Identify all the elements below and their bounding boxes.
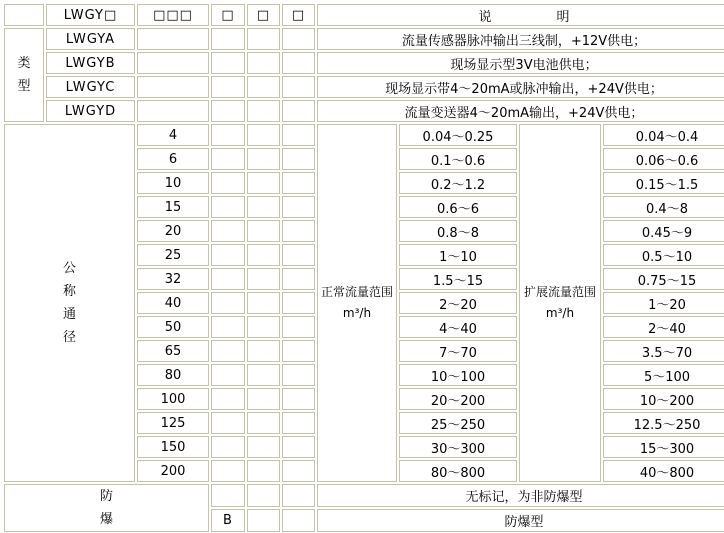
diameter-label-text: 公称通径 <box>62 261 76 345</box>
empty-cell <box>211 292 245 314</box>
empty-cell <box>211 52 245 74</box>
empty-cell <box>247 196 280 218</box>
empty-cell <box>282 244 315 266</box>
empty-cell <box>137 52 209 74</box>
empty-cell <box>211 364 245 386</box>
empty-cell <box>247 28 280 50</box>
empty-cell <box>282 412 315 434</box>
empty-cell <box>247 460 280 482</box>
normal-range-value: 20～200 <box>399 388 517 410</box>
empty-cell <box>282 509 315 532</box>
empty-cell <box>282 292 315 314</box>
explosion-code: B <box>211 509 245 532</box>
type-description: 流量变送器4～20mA输出，+24V供电； <box>317 100 724 122</box>
empty-cell <box>247 509 280 532</box>
model-selection-table <box>2 2 724 533</box>
header-model: LWGY□ <box>46 4 135 26</box>
empty-cell <box>247 148 280 170</box>
explosion-section-label <box>4 484 209 532</box>
empty-cell <box>282 148 315 170</box>
type-description: 现场显示带4～20mA或脉冲输出，+24V供电； <box>317 76 724 98</box>
normal-range-value: 0.2～1.2 <box>399 172 517 194</box>
type-model: LWGYB <box>46 52 135 74</box>
empty-cell <box>247 364 280 386</box>
extended-range-label: 扩展流量范围 <box>523 285 596 299</box>
dn-value: 15 <box>137 196 209 218</box>
header-box-3: □ <box>282 4 315 26</box>
empty-cell <box>282 196 315 218</box>
normal-range-value: 80～800 <box>399 460 517 482</box>
empty-cell <box>211 124 245 146</box>
extended-range-value: 0.45～9 <box>603 220 724 242</box>
dn-value: 100 <box>137 388 209 410</box>
normal-range-value: 25～250 <box>399 412 517 434</box>
empty-cell <box>282 484 315 507</box>
dn-value: 80 <box>137 364 209 386</box>
empty-cell <box>282 460 315 482</box>
header-box-2: □ <box>247 4 280 26</box>
empty-cell <box>211 436 245 458</box>
extended-range-value: 40～800 <box>603 460 724 482</box>
empty-cell <box>247 292 280 314</box>
empty-cell <box>282 172 315 194</box>
dn-value: 4 <box>137 124 209 146</box>
empty-cell <box>211 244 245 266</box>
extended-range-unit: m³/h <box>545 306 575 320</box>
dn-value: 20 <box>137 220 209 242</box>
empty-cell <box>282 76 315 98</box>
type-row <box>4 28 724 50</box>
explosion-description: 无标记，为非防爆型 <box>317 484 724 507</box>
dn-value: 10 <box>137 172 209 194</box>
extended-range-value: 0.4～8 <box>603 196 724 218</box>
extended-range-value: 2～40 <box>603 316 724 338</box>
normal-range-value: 30～300 <box>399 436 517 458</box>
empty-cell <box>247 76 280 98</box>
normal-range-value: 1.5～15 <box>399 268 517 290</box>
empty-cell <box>282 268 315 290</box>
type-model: LWGYA <box>46 28 135 50</box>
corner-cell <box>4 4 44 26</box>
extended-range-value: 5～100 <box>603 364 724 386</box>
extended-range-value: 1～20 <box>603 292 724 314</box>
extended-range-value: 0.04～0.4 <box>603 124 724 146</box>
type-row <box>4 52 724 74</box>
empty-cell <box>137 76 209 98</box>
dn-value: 125 <box>137 412 209 434</box>
empty-cell <box>247 412 280 434</box>
empty-cell <box>282 28 315 50</box>
normal-range-value: 2～20 <box>399 292 517 314</box>
empty-cell <box>282 388 315 410</box>
normal-range-label: 正常流量范围 <box>320 285 393 299</box>
empty-cell <box>211 340 245 362</box>
extended-range-value: 12.5～250 <box>603 412 724 434</box>
explosion-label-text: 防爆 <box>99 489 113 527</box>
empty-cell <box>211 172 245 194</box>
empty-cell <box>247 340 280 362</box>
empty-cell <box>247 388 280 410</box>
diameter-section-label <box>4 124 135 482</box>
empty-cell <box>247 220 280 242</box>
empty-cell <box>282 124 315 146</box>
empty-cell <box>211 268 245 290</box>
extended-range-value: 3.5～70 <box>603 340 724 362</box>
type-description: 流量传感器脉冲输出三线制，+12V供电； <box>317 28 724 50</box>
empty-cell <box>211 28 245 50</box>
empty-cell <box>247 244 280 266</box>
normal-range-value: 1～10 <box>399 244 517 266</box>
type-model: LWGYC <box>46 76 135 98</box>
dn-value: 25 <box>137 244 209 266</box>
extended-range-header <box>519 124 601 482</box>
explosion-code <box>211 484 245 507</box>
dn-value: 65 <box>137 340 209 362</box>
normal-range-unit: m³/h <box>342 306 372 320</box>
empty-cell <box>282 340 315 362</box>
normal-range-value: 0.04～0.25 <box>399 124 517 146</box>
header-spec-boxes: □□□ <box>137 4 209 26</box>
empty-cell <box>211 100 245 122</box>
empty-cell <box>282 52 315 74</box>
empty-cell <box>211 76 245 98</box>
normal-range-value: 0.8～8 <box>399 220 517 242</box>
type-description: 现场显示型3V电池供电； <box>317 52 724 74</box>
empty-cell <box>282 436 315 458</box>
empty-cell <box>247 100 280 122</box>
normal-range-value: 10～100 <box>399 364 517 386</box>
header-description: 说 明 <box>317 4 724 26</box>
normal-range-value: 0.1～0.6 <box>399 148 517 170</box>
extended-range-value: 0.5～10 <box>603 244 724 266</box>
type-row <box>4 76 724 98</box>
empty-cell <box>247 124 280 146</box>
type-section-label <box>4 28 44 122</box>
normal-range-value: 7～70 <box>399 340 517 362</box>
empty-cell <box>211 316 245 338</box>
extended-range-value: 10～200 <box>603 388 724 410</box>
extended-range-value: 15～300 <box>603 436 724 458</box>
empty-cell <box>282 100 315 122</box>
diameter-row <box>4 124 724 146</box>
dn-value: 6 <box>137 148 209 170</box>
normal-range-header <box>317 124 397 482</box>
empty-cell <box>282 316 315 338</box>
extended-range-value: 0.15～1.5 <box>603 172 724 194</box>
empty-cell <box>247 436 280 458</box>
empty-cell <box>211 196 245 218</box>
normal-range-value: 0.6～6 <box>399 196 517 218</box>
explosion-description: 防爆型 <box>317 509 724 532</box>
dn-value: 200 <box>137 460 209 482</box>
empty-cell <box>211 412 245 434</box>
header-box-1: □ <box>211 4 245 26</box>
empty-cell <box>211 148 245 170</box>
empty-cell <box>247 268 280 290</box>
dn-value: 50 <box>137 316 209 338</box>
extended-range-value: 0.06～0.6 <box>603 148 724 170</box>
empty-cell <box>247 52 280 74</box>
empty-cell <box>137 100 209 122</box>
empty-cell <box>211 388 245 410</box>
dn-value: 40 <box>137 292 209 314</box>
type-row <box>4 100 724 122</box>
empty-cell <box>282 220 315 242</box>
empty-cell <box>247 484 280 507</box>
type-model: LWGYD <box>46 100 135 122</box>
empty-cell <box>247 172 280 194</box>
empty-cell <box>211 460 245 482</box>
explosion-row <box>4 484 724 507</box>
dn-value: 32 <box>137 268 209 290</box>
extended-range-value: 0.75～15 <box>603 268 724 290</box>
header-row <box>4 4 724 26</box>
empty-cell <box>282 364 315 386</box>
empty-cell <box>137 28 209 50</box>
empty-cell <box>247 316 280 338</box>
type-label-text: 类型 <box>17 56 31 94</box>
empty-cell <box>211 220 245 242</box>
dn-value: 150 <box>137 436 209 458</box>
normal-range-value: 4～40 <box>399 316 517 338</box>
